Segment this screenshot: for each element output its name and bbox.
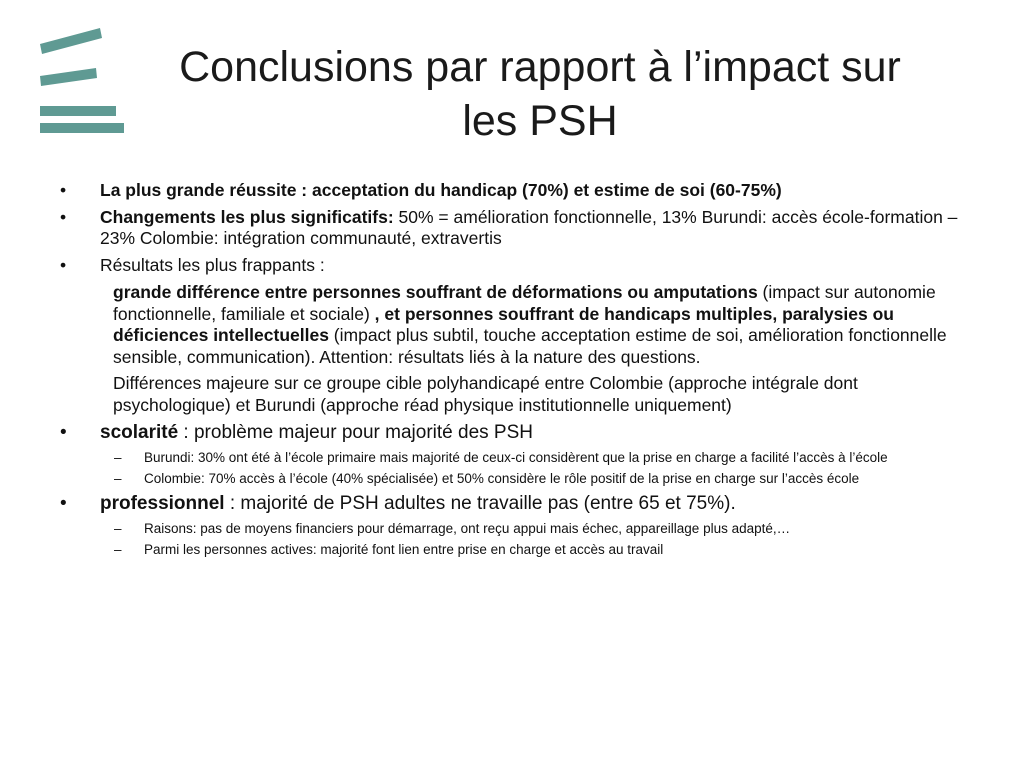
- title-line-2: les PSH: [462, 97, 618, 145]
- paragraph-text-1: (impact sur autonomie fonctionnelle, familiale et sociale): [113, 282, 936, 324]
- stacked-bars-logo-icon: [34, 26, 126, 138]
- title-line-1: Conclusions par rapport à l’impact sur: [179, 43, 901, 91]
- dash-marker: –: [114, 521, 122, 536]
- bullet-item-professionnel: [58, 492, 968, 515]
- bullet-marker: •: [60, 207, 67, 227]
- bullet-text: : majorité de PSH adultes ne travaille pas (entre 65 et 75%).: [224, 493, 736, 514]
- dash-marker: –: [114, 542, 122, 557]
- sub-item-raisons: [58, 521, 968, 537]
- bullet-bold-text: scolarité: [100, 422, 179, 443]
- page-title: [140, 40, 940, 148]
- bullet-bold-text: La plus grande réussite : acceptation du handicap (70%) et estime de soi (60-75%): [100, 180, 782, 200]
- bullet-marker: •: [60, 255, 67, 275]
- bullet-item-scolarite: [58, 421, 968, 444]
- bullet-marker: •: [60, 180, 67, 200]
- paragraph-bold-1: grande différence entre personnes souffrant de déformations ou amputations: [113, 282, 758, 302]
- sub-item-colombie: [58, 471, 968, 487]
- sub-item-text: Colombie: 70% accès à l’école (40% spécialisée) et 50% considère le rôle positif de la prise en charge sur l’accès école: [144, 471, 860, 486]
- sub-item-text: Raisons: pas de moyens financiers pour démarrage, ont reçu appui mais échec, appareillage plus adapté,…: [144, 521, 791, 536]
- bullet-bold-text: professionnel: [100, 493, 225, 514]
- sub-item-text: Parmi les personnes actives: majorité font lien entre prise en charge et accès au travail: [144, 542, 664, 557]
- paragraph-difference: [58, 282, 968, 368]
- dash-marker: –: [114, 471, 122, 486]
- paragraph-text-2: (impact plus subtil, touche acceptation estime de soi, amélioration fonctionnelle sensible, communication). Attention: résultats liés à la nature des questions.: [113, 325, 947, 367]
- sub-item-actives: [58, 542, 968, 558]
- bullet-marker: •: [60, 422, 67, 443]
- bullet-text: Résultats les plus frappants :: [100, 255, 325, 275]
- paragraph-text: Différences majeure sur ce groupe cible polyhandicapé entre Colombie (approche intégrale dont psychologique) et Burundi (approche réad physique institutionnelle uniquement): [113, 373, 858, 415]
- bullet-item-changements: [58, 207, 968, 249]
- bullet-item-reussite: [58, 180, 968, 201]
- bullet-marker: •: [60, 493, 67, 514]
- dash-marker: –: [114, 450, 122, 465]
- sub-item-text: Burundi: 30% ont été à l’école primaire mais majorité de ceux-ci considèrent que la prise en charge a facilité l’accès à l’école: [144, 450, 888, 465]
- paragraph-bold-2: , et personnes souffrant de handicaps multiples, paralysies ou déficiences intellectuelles: [113, 303, 894, 345]
- bullet-item-resultats: [58, 255, 968, 276]
- bullet-list: [58, 180, 968, 563]
- paragraph-differences-majeure: [58, 373, 968, 416]
- bullet-bold-text: Changements les plus significatifs:: [100, 207, 399, 227]
- bullet-text: : problème majeur pour majorité des PSH: [178, 422, 533, 443]
- bullet-text: 50% = amélioration fonctionnelle, 13% Burundi: accès école-formation – 23% Colombie: intégration communauté, extravertis: [100, 207, 958, 248]
- sub-item-burundi: [58, 450, 968, 466]
